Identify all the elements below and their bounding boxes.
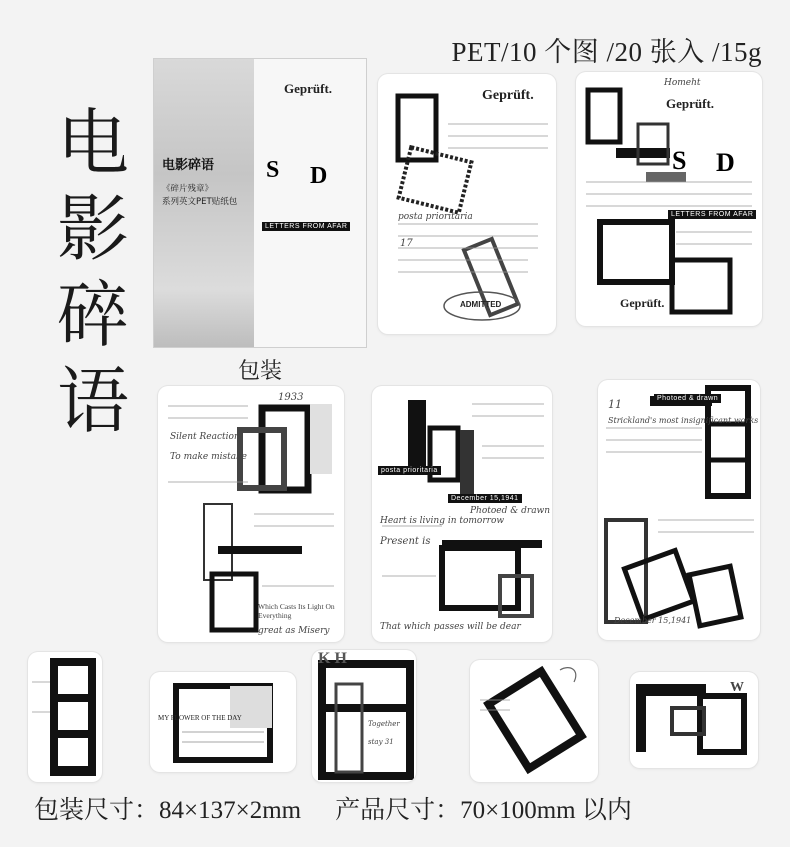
sticker-5-phrase3: Present is [380,536,431,547]
sticker-2-art [378,74,556,334]
title-char: 电 [56,101,129,185]
sticker-3-letter-d: D [716,148,735,177]
title-char: 碎 [56,273,129,357]
sticker-3-word2: Geprüft. [620,296,665,310]
package-subtitle-line: 系列英文PET贴纸包 [162,197,238,207]
sticker-3-banner: LETTERS FROM AFAR [668,210,756,219]
sticker-6-phrase: Strickland's most insignificant works [608,416,759,425]
sticker-5 [372,386,552,642]
sticker-11-label: W [730,680,744,695]
package-letter-d: D [310,163,328,189]
sticker-3-top: Homeht [664,78,701,88]
package-banner: LETTERS FROM AFAR [262,222,350,231]
sticker-6-num: 11 [608,398,622,411]
sticker-9 [312,650,416,782]
package-subtitle [162,183,254,209]
sticker-2-phrase: posta prioritaria [398,212,473,222]
package-word: Geprüft. [284,81,333,96]
sticker-2-word: Geprüft. [482,88,534,103]
product-size-text: 产品尺寸：70×100mm 以内 [335,797,632,824]
sticker-5-phrase4: That which passes will be dear [380,622,521,632]
sticker-6-date: December 15,1941 [614,616,692,625]
sticker-2-num: 17 [400,238,413,249]
package-letter-s: S [266,157,280,183]
title-char: 影 [56,187,129,271]
sticker-7-art [28,652,102,782]
sticker-4-phrase4: great as Misery [258,626,330,636]
package-title: 电影碎语 [162,158,215,173]
sticker-6 [598,380,760,640]
sticker-8-phrase: MY FLOWER OF THE DAY [158,714,242,722]
sticker-10-art [470,660,598,782]
package-caption: 包装 [238,359,283,384]
package-clear-area [254,59,366,347]
sticker-9-letters: K H [318,650,347,667]
package-size-text: 包装尺寸：84×137×2mm [34,797,302,824]
spec-top-text: PET/10 个图 /20 张入 /15g [451,37,762,67]
sticker-3 [576,72,762,326]
vertical-title [48,100,138,444]
sticker-5-caption: Photoed & drawn [470,506,551,516]
sticker-6-caption: Photoed & drawn [654,394,721,403]
sticker-8 [150,672,296,772]
sticker-8-art [150,672,296,772]
sticker-3-word: Geprüft. [666,96,715,111]
spec-bottom [34,790,774,826]
sticker-11 [630,672,758,768]
sticker-5-phrase2: Heart is living in tomorrow [380,516,505,526]
sticker-5-phrase1: posta prioritaria [378,466,441,475]
package-subtitle-line: 《碎片残章》 [162,184,214,194]
sticker-7 [28,652,102,782]
sticker-4-phrase2: To make mistake [170,452,247,462]
sticker-4-year: 1933 [278,392,304,403]
sticker-4-phrase3: Which Casts Its Light On Everything [258,602,335,620]
sticker-2-stamp: ADMITTED [460,300,502,309]
sticker-2 [378,74,556,334]
sticker-4 [158,386,344,642]
sticker-10 [470,660,598,782]
sticker-3-letter-s: S [672,146,687,175]
sticker-9-word: Together [368,720,400,728]
sticker-9-art [312,650,416,782]
sticker-9-word2: stay 31 [368,738,394,746]
sticker-4-phrase1: Silent Reaction [170,432,240,442]
title-char: 语 [56,359,129,443]
package-image [153,58,367,348]
sticker-5-date: December 15,1941 [448,494,522,503]
